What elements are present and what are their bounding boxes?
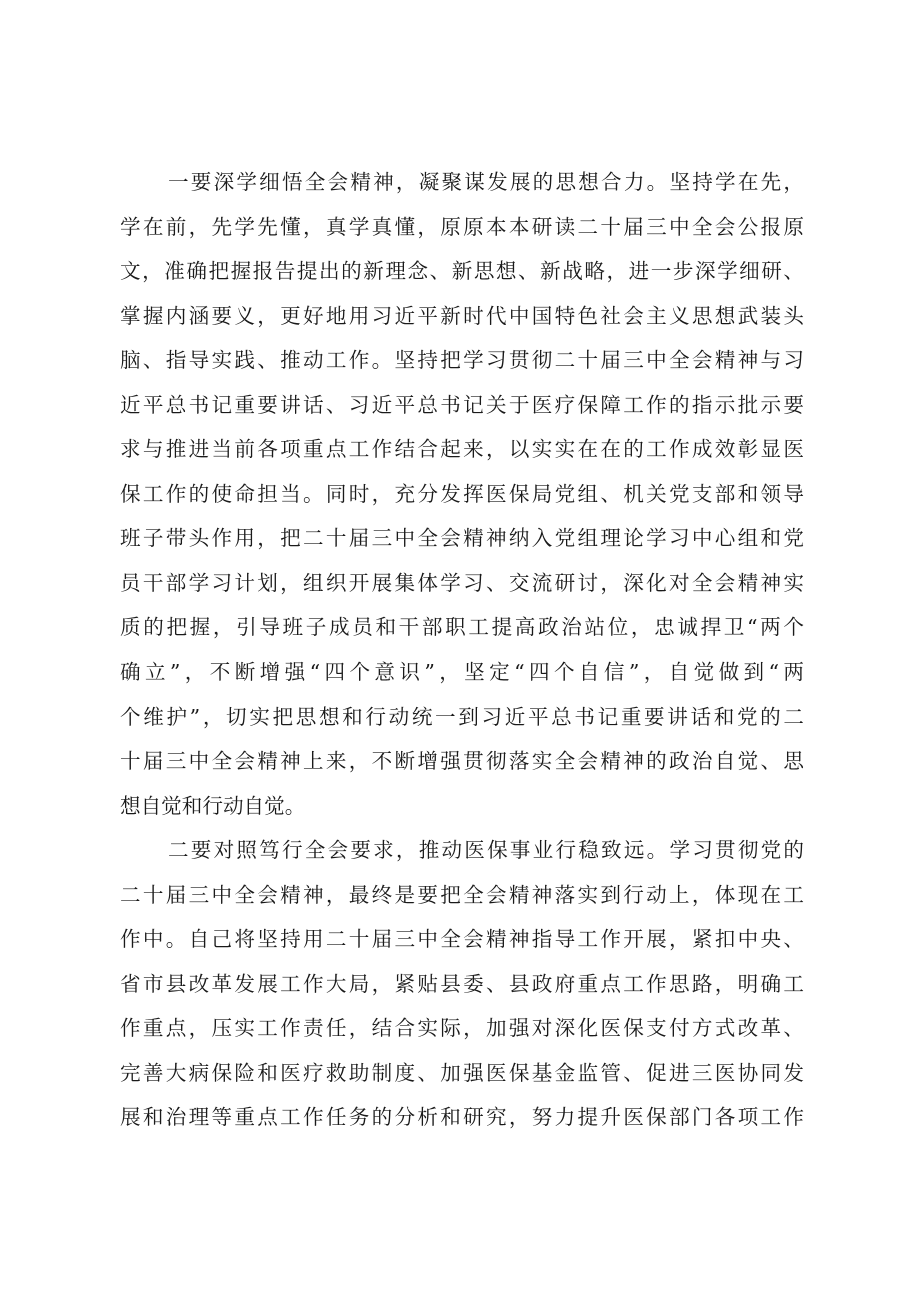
paragraph-line: 省市县改革发展工作大局，紧贴县委、县政府重点工作思路，明确工	[120, 971, 804, 996]
paragraph-line: 近平总书记重要讲话、习近平总书记关于医疗保障工作的指示批示要	[120, 392, 804, 417]
paragraph-line: 脑、指导实践、推动工作。坚持把学习贯彻二十届三中全会精神与习	[120, 348, 804, 373]
paragraph-line: 质的把握，引导班子成员和干部职工提高政治站位，忠诚捍卫“两个	[120, 615, 804, 640]
paragraph-line: 完善大病保险和医疗救助制度、加强医保基金监管、促进三医协同发	[120, 1060, 804, 1085]
paragraph-line: 文，准确把握报告提出的新理念、新思想、新战略，进一步深学细研、	[120, 259, 804, 284]
paragraph-line: 掌握内涵要义，更好地用习近平新时代中国特色社会主义思想武装头	[120, 303, 804, 328]
paragraph-line: 作重点，压实工作责任，结合实际，加强对深化医保支付方式改革、	[120, 1016, 804, 1041]
paragraph-line: 一要深学细悟全会精神，凝聚谋发展的思想合力。坚持学在先，	[168, 170, 804, 194]
paragraph-line: 保工作的使命担当。同时，充分发挥医保局党组、机关党支部和领导	[120, 481, 804, 506]
paragraph-line: 二要对照笃行全会要求，推动医保事业行稳致远。学习贯彻党的	[168, 838, 804, 863]
paragraph-line: 十届三中全会精神上来，不断增强贯彻落实全会精神的政治自觉、思	[120, 749, 804, 774]
paragraph-line: 想自觉和行动自觉。	[120, 793, 306, 818]
paragraph-line: 确立”，不断增强“四个意识”，坚定“四个自信”，自觉做到“两	[120, 660, 804, 685]
paragraph-2	[120, 828, 804, 1140]
paragraph-line: 学在前，先学先懂，真学真懂，原原本本研读二十届三中全会公报原	[120, 214, 804, 239]
paragraph-1	[120, 160, 804, 828]
paragraph-line: 班子带头作用，把二十届三中全会精神纳入党组理论学习中心组和党	[120, 526, 804, 551]
paragraph-line: 员干部学习计划，组织开展集体学习、交流研讨，深化对全会精神实	[120, 570, 804, 595]
paragraph-line: 求与推进当前各项重点工作结合起来，以实实在在的工作成效彰显医	[120, 437, 804, 462]
document-body	[120, 160, 804, 1140]
paragraph-line: 作中。自己将坚持用二十届三中全会精神指导工作开展，紧扣中央、	[120, 927, 804, 952]
paragraph-line: 展和治理等重点工作任务的分析和研究，努力提升医保部门各项工作	[120, 1105, 804, 1130]
paragraph-line: 个维护”，切实把思想和行动统一到习近平总书记重要讲话和党的二	[120, 704, 804, 729]
paragraph-line: 二十届三中全会精神，最终是要把全会精神落实到行动上，体现在工	[120, 882, 804, 907]
